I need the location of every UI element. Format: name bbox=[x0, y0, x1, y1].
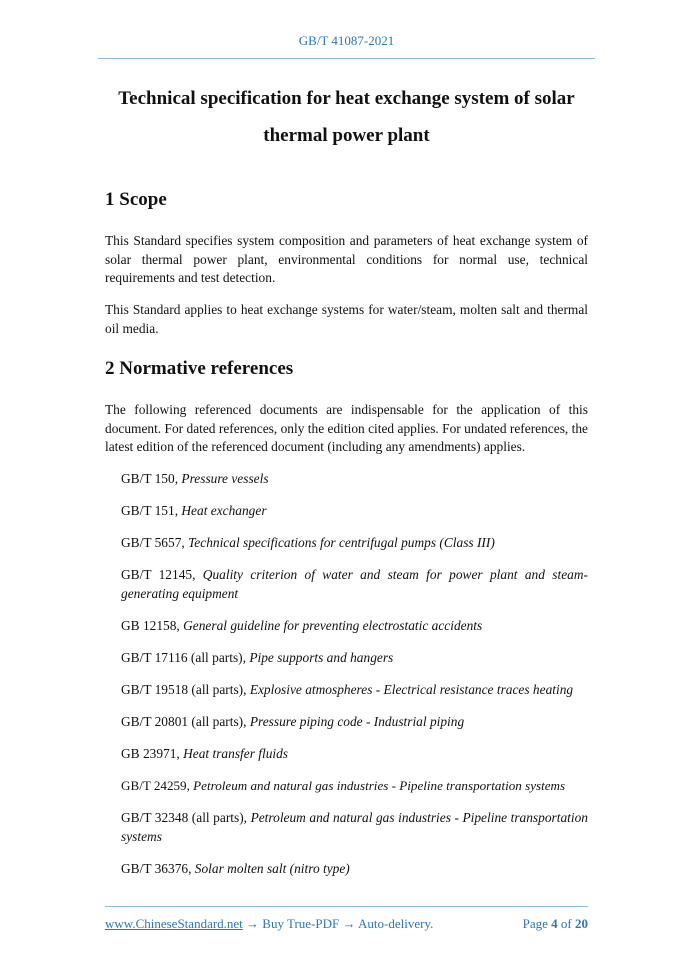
reference-title: Petroleum and natural gas industries - Pipeline transportation systems bbox=[121, 810, 588, 844]
reference-item bbox=[121, 860, 588, 879]
of-label: of bbox=[557, 916, 575, 931]
footer bbox=[105, 916, 588, 932]
reference-item bbox=[121, 745, 588, 764]
reference-code: GB/T 17116 (all parts), bbox=[121, 650, 250, 665]
footer-divider bbox=[105, 906, 588, 907]
reference-title: Pressure piping code - Industrial piping bbox=[249, 714, 465, 729]
reference-item bbox=[121, 649, 588, 668]
reference-title: Pressure vessels bbox=[181, 471, 269, 486]
reference-item bbox=[121, 534, 588, 553]
reference-title: Explosive atmospheres - Electrical resistance traces heating bbox=[249, 682, 574, 697]
website-link[interactable]: www.ChineseStandard.net bbox=[105, 916, 243, 931]
reference-title: Heat exchanger bbox=[181, 503, 267, 518]
scope-paragraph: This Standard applies to heat exchange systems for water/steam, molten salt and thermal oil media. bbox=[105, 302, 588, 336]
reference-item bbox=[121, 681, 588, 700]
page-number bbox=[523, 916, 588, 932]
reference-code: GB/T 150, bbox=[121, 471, 182, 486]
reference-code: GB/T 12145, bbox=[121, 567, 203, 582]
reference-title: Solar molten salt (nitro type) bbox=[194, 861, 350, 876]
reference-code: GB/T 151, bbox=[121, 503, 182, 518]
reference-code: GB 23971, bbox=[121, 746, 184, 761]
reference-item bbox=[121, 809, 588, 846]
reference-item bbox=[121, 777, 588, 796]
page-label: Page bbox=[522, 916, 552, 931]
reference-item bbox=[121, 617, 588, 636]
references-intro-paragraph: The following referenced documents are indispensable for the application of this document. For dated references, only the edition cited applies. For undated references, the latest edition of the referenced document (including any amendments) applies. bbox=[105, 402, 588, 454]
reference-title: Pipe supports and hangers bbox=[249, 650, 394, 665]
reference-code: GB/T 24259, bbox=[121, 778, 194, 793]
reference-code: GB/T 20801 (all parts), bbox=[121, 714, 250, 729]
header-divider bbox=[98, 58, 595, 59]
reference-code: GB 12158, bbox=[121, 618, 184, 633]
footer-promo-text: → Buy True-PDF → Auto-delivery. bbox=[242, 916, 434, 931]
reference-code: GB/T 19518 (all parts), bbox=[121, 682, 250, 697]
title-line-2: thermal power plant bbox=[263, 125, 430, 146]
reference-title: Technical specifications for centrifugal pumps (Class III) bbox=[188, 535, 495, 550]
reference-title: Quality criterion of water and steam for power plant and steam-generating equipment bbox=[121, 567, 588, 601]
section-heading-scope: 1 Scope bbox=[105, 189, 167, 210]
total-pages: 20 bbox=[575, 916, 588, 931]
reference-item bbox=[121, 470, 588, 489]
reference-item bbox=[121, 713, 588, 732]
document-title bbox=[98, 80, 595, 154]
section-heading-normative-references: 2 Normative references bbox=[105, 358, 294, 379]
reference-title: General guideline for preventing electrostatic accidents bbox=[183, 618, 483, 633]
reference-title: Petroleum and natural gas industries - Pipeline transportation systems bbox=[193, 778, 566, 793]
current-page: 4 bbox=[551, 916, 558, 931]
reference-code: GB/T 36376, bbox=[121, 861, 195, 876]
reference-code: GB/T 5657, bbox=[121, 535, 189, 550]
reference-item bbox=[121, 502, 588, 521]
reference-title: Heat transfer fluids bbox=[183, 746, 289, 761]
title-line-1: Technical specification for heat exchange system of solar bbox=[118, 88, 575, 109]
header-standard-code: GB/T 41087-2021 bbox=[298, 33, 395, 48]
reference-item bbox=[121, 566, 588, 603]
reference-code: GB/T 32348 (all parts), bbox=[121, 810, 251, 825]
scope-paragraph: This Standard specifies system composition and parameters of heat exchange system of solar thermal power plant, environmental conditions for normal use, technical requirements and test detection. bbox=[105, 233, 588, 285]
